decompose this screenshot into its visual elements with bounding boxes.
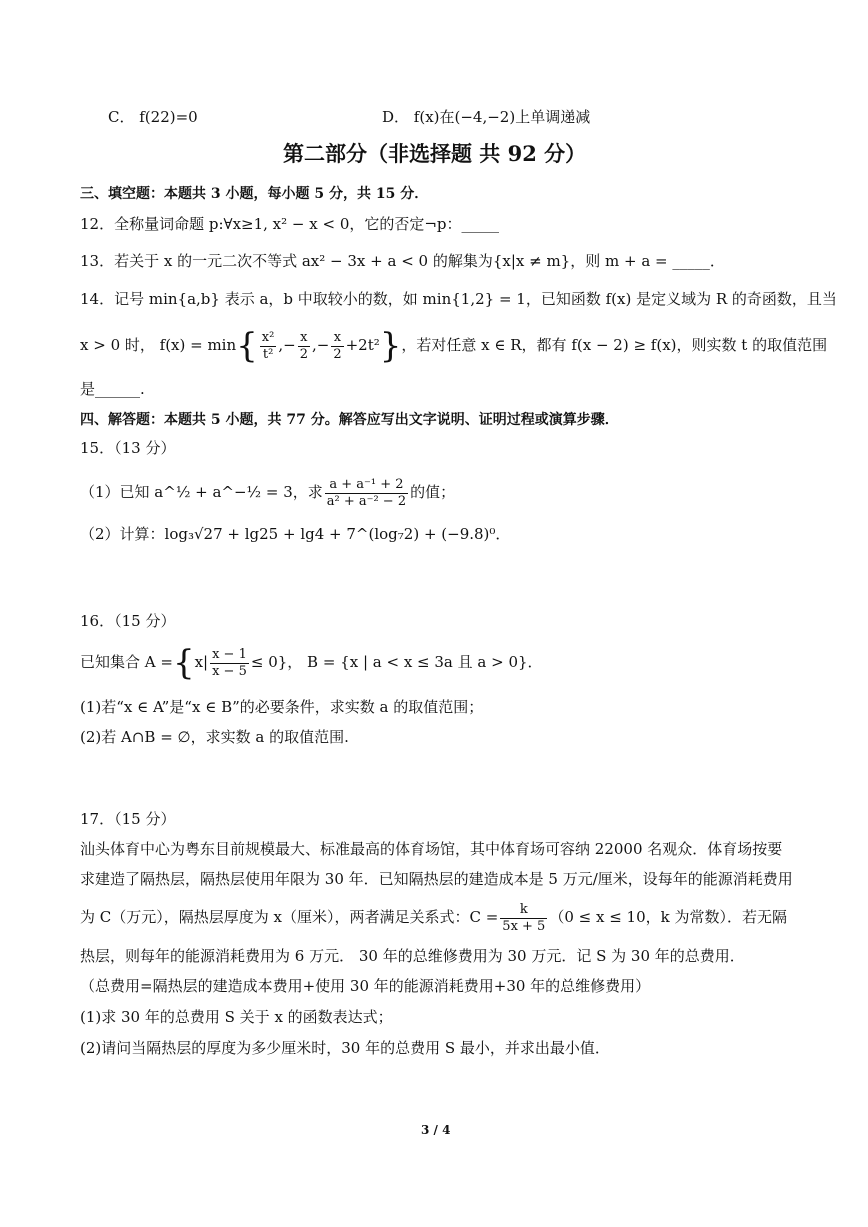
question-16-head: 16．（15 分） [80,612,176,630]
brace-close: } [379,326,402,366]
question-16-part1: (1)若“x ∈ A”是“x ∈ B”的必要条件，求实数 a 的取值范围； [80,698,484,716]
question-16-part2: (2)若 A∩B = ∅，求实数 a 的取值范围. [80,728,349,746]
question-16-sets: 已知集合 A ={x| $\frac{x - 1}{x - 5}$ ≤ 0}， B = {x | a < x ≤ 3a 且 a > 0}． [80,643,543,683]
section4-heading: 四、解答题：本题共 5 小题，共 77 分。解答应写出文字说明、证明过程或演算步骤． [80,412,619,428]
question-15-part1: （1）已知 a^½ + a^−½ = 3，求 $\frac{\text{a + a⁻¹ + 2}}{\text{a² + a⁻² − 2}}$ 的值； [80,476,456,509]
question-17-head: 17．（15 分） [80,810,176,828]
question-15-head: 15．（13 分） [80,439,176,457]
q14-fraction-2: $\frac{x}{2}$ [299,329,308,362]
section3-heading: 三、填空题：本题共 3 小题，每小题 5 分，共 15 分． [80,186,429,202]
q14-text-a: x > 0 时， f(x) = min [80,336,237,354]
question-17-part1: (1)求 30 年的总费用 S 关于 x 的函数表达式； [80,1008,393,1026]
question-17-para1: 汕头体育中心为粤东目前规模最大、标准最高的体育场馆，其中体育场可容纳 22000 名观众．体育场按要 [80,840,783,858]
question-14-line3: 是______. [80,380,145,398]
page-number: 3 / 4 [421,1123,451,1137]
question-15-part2: （2）计算：log₃√27 + lg25 + lg4 + 7^(log₇2) + (−9.8)⁰． [80,525,511,543]
question-17-para2: 求建造了隔热层，隔热层使用年限为 30 年．已知隔热层的建造成本是 5 万元/厘米，设每年的能源消耗费用 [80,870,793,888]
q14-fraction-3: $\frac{x}{2}$ [333,329,342,362]
question-17-para4: 热层，则每年的能源消耗费用为 6 万元． 30 年的总维修费用为 30 万元．记 S 为 30 年的总费用． [80,947,745,965]
q14-text-b: ，若对任意 x ∈ R，都有 f(x − 2) ≥ f(x)，则实数 t 的取值范围 [401,336,828,354]
question-14-line2: x > 0 时， f(x) = min{ $\frac{\text{x²}}{\text{t²}}$ ,− $\frac{x}{2}$ ,− $\frac{x}{2}$ +2t²}，若对任意 x ∈ R，都有 f(x − 2) ≥ f(x)，则实数 t 的取值范围 [80,326,828,366]
q17-fraction: $\frac{k}{5x + 5}$ [502,901,546,934]
question-14-line1: 14．记号 min{a,b} 表示 a，b 中取较小的数，如 min{1,2} = 1，已知函数 f(x) 是定义域为 R 的奇函数，且当 [80,290,837,308]
part2-title: 第二部分（非选择题 共 92 分） [283,141,587,166]
option-d: D． f(x)在(−4,−2)上单调递减 [382,108,591,126]
question-17-para3: 为 C（万元），隔热层厚度为 x（厘米），两者满足关系式：C = $\frac{k}{5x + 5}$ （0 ≤ x ≤ 10，k 为常数）．若无隔 [80,901,787,934]
option-c: C． f(22)=0 [108,108,198,126]
brace-open: { [236,326,258,366]
question-12: 12．全称量词命题 p:∀x≥1, x² − x < 0，它的否定¬p：_____ [80,215,500,233]
question-13: 13．若关于 x 的一元二次不等式 ax² − 3x + a < 0 的解集为{x|x ≠ m}，则 m + a = _____． [80,252,725,270]
brace-open: { [172,643,195,683]
question-17-part2: (2)请问当隔热层的厚度为多少厘米时，30 年的总费用 S 最小，并求出最小值． [80,1039,610,1057]
question-17-para5: （总费用=隔热层的建造成本费用+使用 30 年的能源消耗费用+30 年的总维修费用） [80,977,651,995]
q14-fraction-1: $\frac{\text{x²}}{\text{t²}}$ [261,329,275,362]
q16-fraction: $\frac{x - 1}{x - 5}$ [212,646,247,679]
q15-fraction: $\frac{\text{a + a⁻¹ + 2}}{\text{a² + a⁻² − 2}}$ [326,476,407,509]
